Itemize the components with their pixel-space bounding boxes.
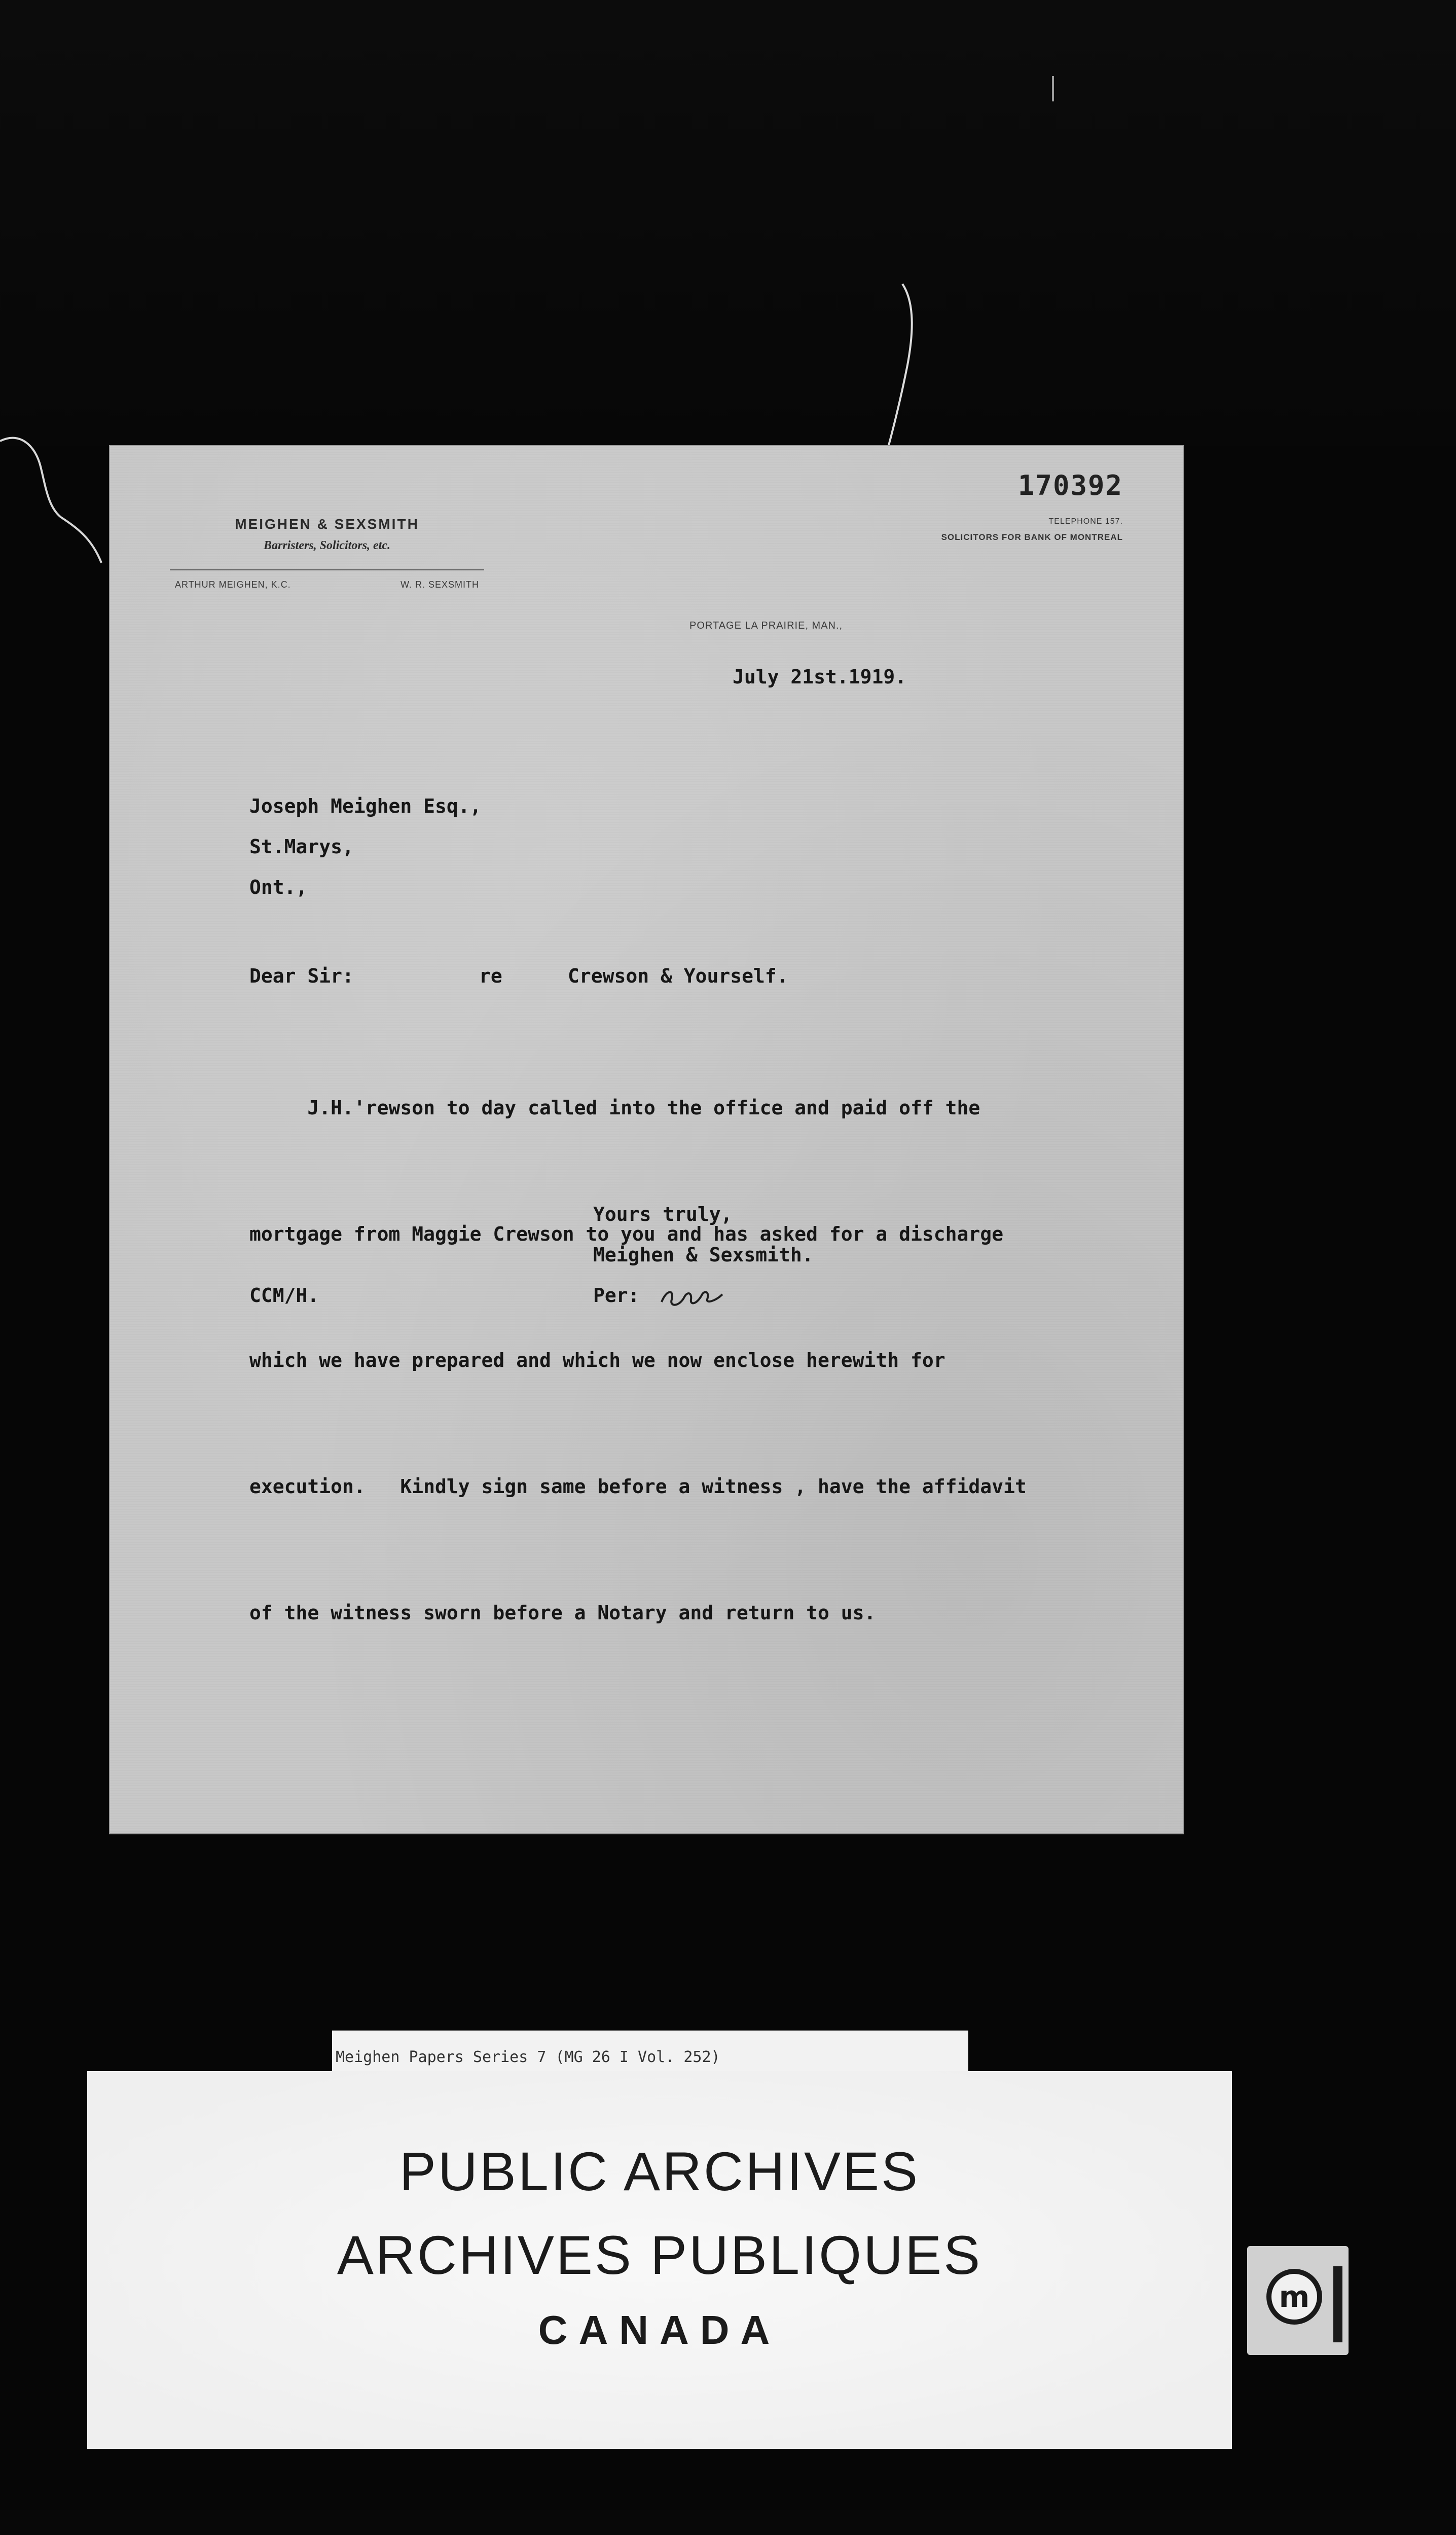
letterhead-profession: Barristers, Solicitors, etc.: [263, 539, 391, 552]
archive-title-en: PUBLIC ARCHIVES: [399, 2141, 920, 2202]
body-line: which we have prepared and which we now enclose herewith for: [249, 1349, 945, 1371]
series-reference: Meighen Papers Series 7 (MG 26 I Vol. 252): [336, 2048, 720, 2066]
body-line: of the witness sworn before a Notary and return to us.: [249, 1602, 876, 1624]
handwritten-signature: [657, 1279, 727, 1315]
archive-title-fr: ARCHIVES PUBLIQUES: [337, 2224, 982, 2286]
body-line: J.H.'rewson to day called into the office and paid off the: [249, 1097, 980, 1119]
typist-initials: CCM/H.: [249, 1284, 319, 1307]
address-line: Joseph Meighen Esq.,: [249, 795, 482, 817]
stamp-bar: [1333, 2266, 1342, 2342]
salutation: Dear Sir:: [249, 965, 354, 987]
closing: Yours truly,: [593, 1203, 733, 1225]
letterhead-place: PORTAGE LA PRAIRIE, MAN.,: [689, 620, 843, 631]
signature-firm: Meighen & Sexsmith.: [593, 1244, 814, 1266]
document-number: 170392: [1017, 469, 1123, 501]
partner-right: W. R. SEXSMITH: [400, 580, 479, 590]
body-line: mortgage from Maggie Crewson to you and has asked for a discharge: [249, 1223, 1004, 1245]
letter-page: [109, 445, 1184, 1834]
address-line: Ont.,: [249, 876, 308, 898]
address-line: St.Marys,: [249, 836, 354, 858]
letterhead-telephone: TELEPHONE 157.: [1048, 517, 1123, 526]
letter-body: [249, 1003, 1027, 1718]
body-line: execution. Kindly sign same before a witness , have the affidavit: [249, 1475, 1027, 1498]
partner-left: ARTHUR MEIGHEN, K.C.: [175, 580, 291, 590]
letterhead-firm: MEIGHEN & SEXSMITH: [235, 516, 419, 532]
letterhead-partners: [165, 580, 489, 590]
letterhead-rule: [170, 569, 484, 570]
archive-country: CANADA: [538, 2307, 781, 2352]
letterhead-bank: SOLICITORS FOR BANK OF MONTREAL: [941, 532, 1123, 542]
per-label: Per:: [593, 1284, 640, 1307]
film-frame-bottom: [0, 2510, 1456, 2535]
letter-date: July 21st.1919.: [733, 666, 907, 688]
re-label: re: [479, 965, 502, 987]
subject-line: Crewson & Yourself.: [568, 965, 788, 987]
stamp-glyph-icon: m: [1279, 2279, 1310, 2314]
